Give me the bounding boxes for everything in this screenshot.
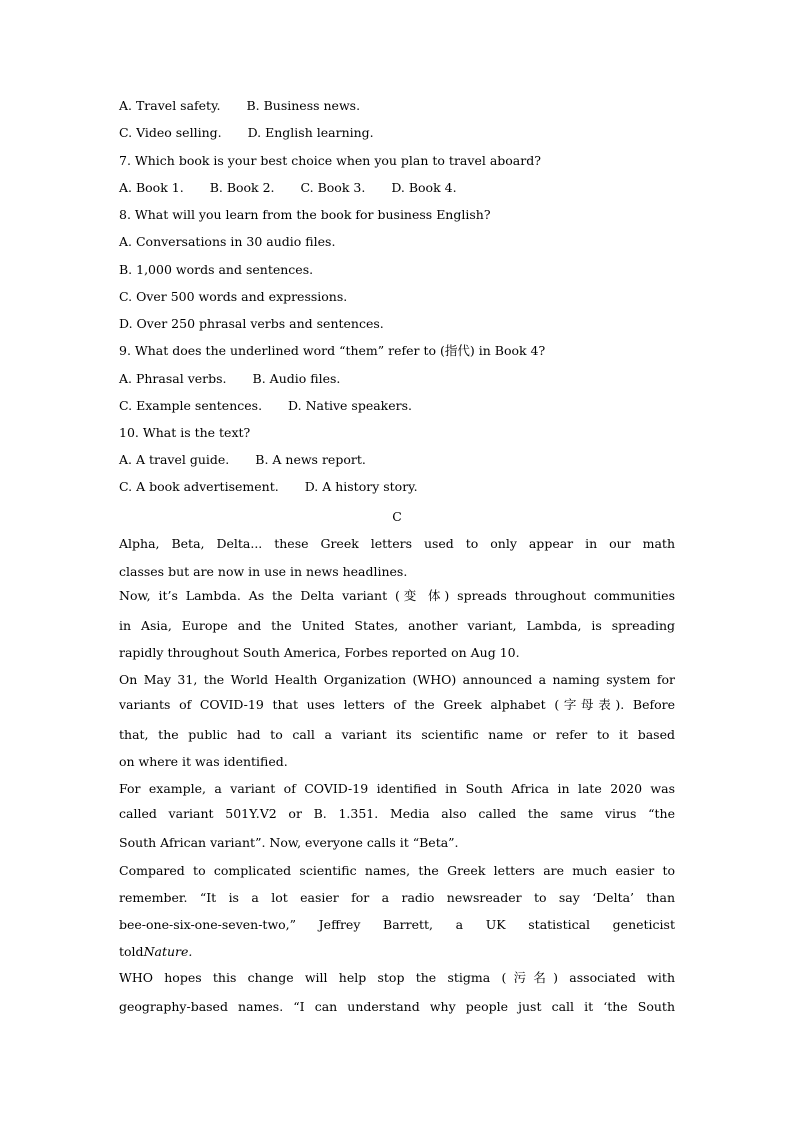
passage-line: on where it was identified. — [119, 754, 288, 769]
q6-option-d: D. English learning. — [247, 125, 374, 140]
q8-option-a: A. Conversations in 30 audio files. — [119, 234, 336, 249]
q7-option-a: A. Book 1. — [119, 180, 184, 195]
passage-line: geography-based names. “I can understand why people just call it ‘the South — [119, 999, 675, 1014]
passage-line: WHO hopes this change will help stop the stigma (污名) associated with — [119, 970, 675, 985]
passage-line: On May 31, the World Health Organization (WHO) announced a naming system for — [119, 672, 675, 687]
passage-line: that, the public had to call a variant its scientific name or refer to it based — [119, 727, 675, 742]
told-text: told — [119, 944, 144, 959]
q10-option-b: B. A news report. — [255, 452, 366, 467]
passage-line: bee-one-six-one-seven-two,” Jeffrey Barrett, a UK statistical geneticist — [119, 917, 675, 932]
q8-stem: 8. What will you learn from the book for business English? — [119, 207, 491, 222]
q9-option-a: A. Phrasal verbs. — [119, 371, 227, 386]
q6-option-a: A. Travel safety. — [119, 98, 221, 113]
q10-options-row-1 — [119, 452, 675, 468]
q9-option-b: B. Audio files. — [252, 371, 341, 386]
q9-options-row-2 — [119, 398, 675, 414]
passage-line: For example, a variant of COVID-19 identified in South Africa in late 2020 was — [119, 781, 675, 796]
q6-options-row-1 — [119, 98, 675, 114]
q8-option-b: B. 1,000 words and sentences. — [119, 262, 314, 277]
q10-option-a: A. A travel guide. — [119, 452, 230, 467]
passage-line: Now, it’s Lambda. As the Delta variant (变 体) spreads throughout communities — [119, 588, 675, 603]
passage-heading: C — [392, 509, 402, 524]
q7-option-b: B. Book 2. — [209, 180, 275, 195]
passage-line: variants of COVID-19 that uses letters of the Greek alphabet (字母表). Before — [119, 697, 675, 712]
passage-line: classes but are now in use in news headlines. — [119, 564, 408, 579]
q6-options-row-2 — [119, 125, 675, 141]
q8-option-c: C. Over 500 words and expressions. — [119, 289, 348, 304]
passage-line: remember. “It is a lot easier for a radio newsreader to say ‘Delta’ than — [119, 890, 675, 905]
passage-line: called variant 501Y.V2 or B. 1.351. Media also called the same virus “the — [119, 806, 675, 821]
q9-option-d: D. Native speakers. — [288, 398, 413, 413]
q9-option-c: C. Example sentences. — [119, 398, 263, 413]
q9-stem: 9. What does the underlined word “them” refer to (指代) in Book 4? — [119, 343, 546, 358]
q7-option-c: C. Book 3. — [300, 180, 366, 195]
q7-option-d: D. Book 4. — [391, 180, 457, 195]
q10-option-c: C. A book advertisement. — [119, 479, 279, 494]
passage-line: Alpha, Beta, Delta... these Greek letters used to only appear in our math — [119, 536, 675, 551]
q6-option-c: C. Video selling. — [119, 125, 222, 140]
passage-line: rapidly throughout South America, Forbes reported on Aug 10. — [119, 645, 520, 660]
passage-line: in Asia, Europe and the United States, another variant, Lambda, is spreading — [119, 618, 675, 633]
q9-options-row-1 — [119, 371, 675, 387]
passage-line-told — [119, 944, 675, 960]
q10-stem: 10. What is the text? — [119, 425, 251, 440]
q10-option-d: D. A history story. — [304, 479, 418, 494]
q8-option-d: D. Over 250 phrasal verbs and sentences. — [119, 316, 384, 331]
q10-options-row-2 — [119, 479, 675, 495]
q7-stem: 7. Which book is your best choice when you plan to travel aboard? — [119, 153, 541, 168]
passage-line: South African variant”. Now, everyone calls it “Beta”. — [119, 835, 459, 850]
q6-option-b: B. Business news. — [246, 98, 361, 113]
q7-options — [119, 180, 675, 196]
nature-italic: Nature. — [143, 944, 193, 959]
passage-line: Compared to complicated scientific names, the Greek letters are much easier to — [119, 863, 675, 878]
